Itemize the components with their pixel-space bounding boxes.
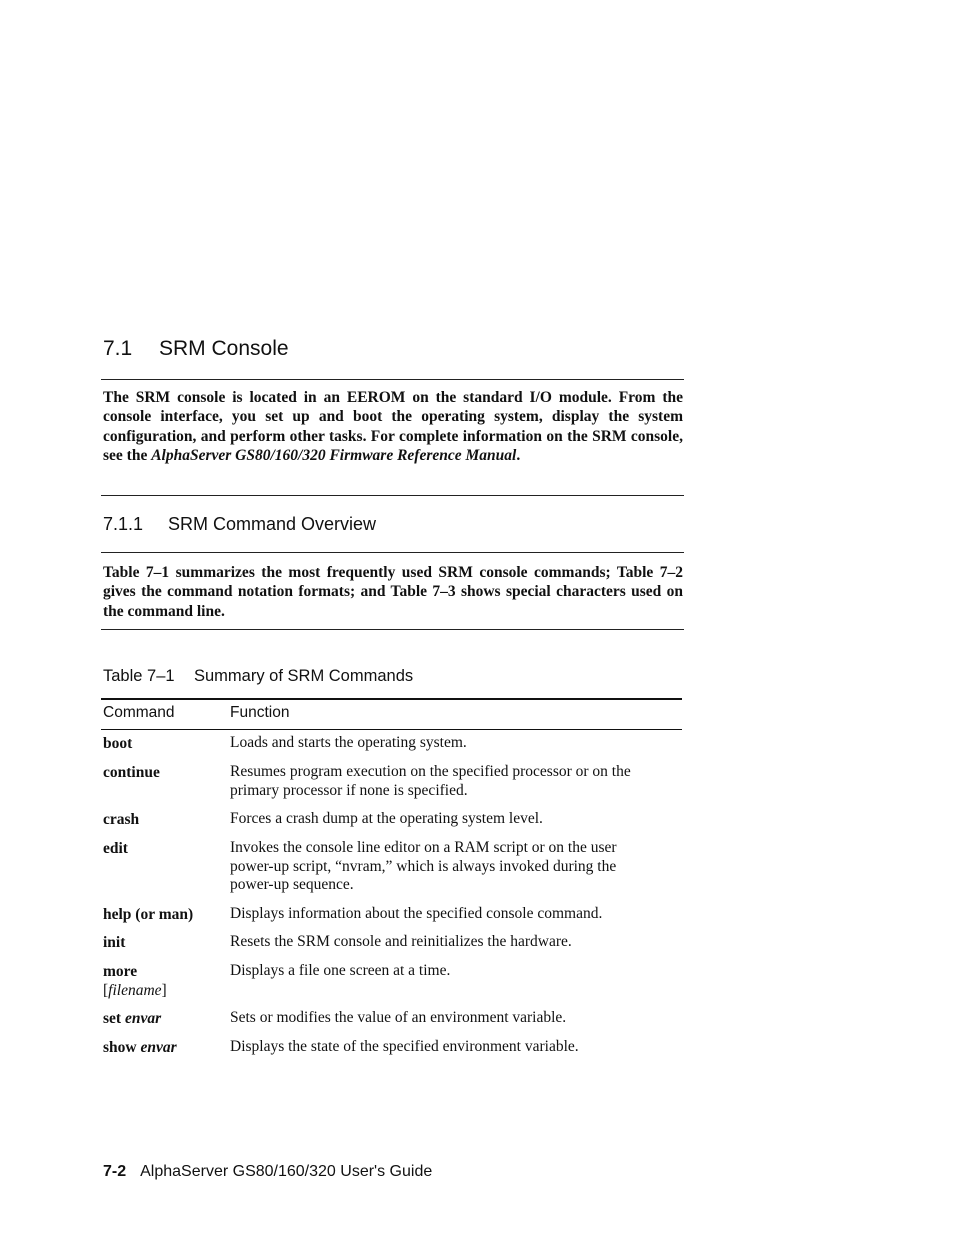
section-title: SRM Console	[159, 337, 289, 360]
function-cell: Displays the state of the specified environment variable.	[230, 1038, 579, 1055]
function-cell: Loads and starts the operating system.	[230, 734, 467, 751]
function-cell: Resets the SRM console and reinitializes the hardware.	[230, 933, 572, 950]
section-heading	[103, 337, 289, 361]
footer-title: AlphaServer GS80/160/320 User's Guide	[140, 1163, 433, 1180]
command-name: show	[103, 1039, 137, 1056]
function-cell: Invokes the console line editor on a RAM script or on the user power-up script, “nvram,” which is always invoked during the power-up sequence.	[230, 839, 617, 893]
overview-paragraph: Table 7–1 summarizes the most frequently used SRM console commands; Table 7–2 gives the command notation formats; and Table 7–3 shows special characters used on the command line.	[103, 564, 683, 620]
rule-above-overview	[101, 552, 684, 553]
section-number: 7.1	[103, 337, 133, 360]
function-cell: Displays a file one screen at a time.	[230, 962, 451, 979]
command-cell	[103, 905, 225, 924]
function-cell: Resumes program execution on the specified processor or on the primary processor if none is specified.	[230, 763, 631, 799]
function-cell: Forces a crash dump at the operating system level.	[230, 810, 543, 827]
command-name: more	[103, 963, 138, 980]
command-cell	[103, 734, 225, 753]
page-number: 7-2	[103, 1163, 127, 1180]
command-name: edit	[103, 840, 128, 857]
header-command: Command	[103, 704, 175, 721]
command-cell	[103, 962, 225, 1000]
intro-text: The SRM console is located in an EEROM on the standard I/O module. From the console interface, you set up and boot the operating system, display the system configuration, and perform other tasks. For complete information on the SRM console, see the	[103, 389, 683, 464]
command-name: init	[103, 934, 126, 951]
command-argument: filename	[108, 982, 162, 999]
command-cell	[103, 839, 225, 858]
bracket-close: ]	[161, 982, 167, 999]
intro-period: .	[516, 446, 521, 464]
function-cell: Displays information about the specified console command.	[230, 905, 603, 922]
manual-title: AlphaServer GS80/160/320 Firmware Reference Manual	[151, 446, 517, 464]
subsection-title: SRM Command Overview	[168, 514, 377, 534]
table-caption-title: Summary of SRM Commands	[194, 667, 414, 685]
command-cell	[103, 1009, 225, 1028]
table-header-rule	[101, 729, 682, 730]
header-function: Function	[230, 704, 290, 721]
intro-paragraph	[103, 388, 683, 465]
function-cell: Sets or modifies the value of an environment variable.	[230, 1009, 567, 1026]
command-cell	[103, 933, 225, 952]
rule-below-overview	[101, 629, 684, 630]
page-footer	[103, 1163, 432, 1181]
command-name: help (or man)	[103, 906, 194, 923]
subsection-number: 7.1.1	[103, 514, 144, 534]
command-name: boot	[103, 735, 133, 752]
command-name: continue	[103, 764, 160, 781]
table-caption-number: Table 7–1	[103, 667, 175, 685]
rule-above-intro	[101, 379, 684, 380]
command-cell	[103, 1038, 225, 1057]
command-cell	[103, 763, 225, 782]
table-caption	[103, 667, 413, 686]
command-cell	[103, 810, 225, 829]
subsection-heading	[103, 514, 376, 535]
command-argument: envar	[140, 1039, 177, 1056]
command-argument: envar	[124, 1010, 162, 1027]
table-top-rule	[101, 698, 682, 700]
rule-below-intro	[101, 495, 684, 496]
command-name: crash	[103, 811, 140, 828]
bracket-open: [	[103, 982, 109, 999]
command-name: set	[103, 1010, 122, 1027]
